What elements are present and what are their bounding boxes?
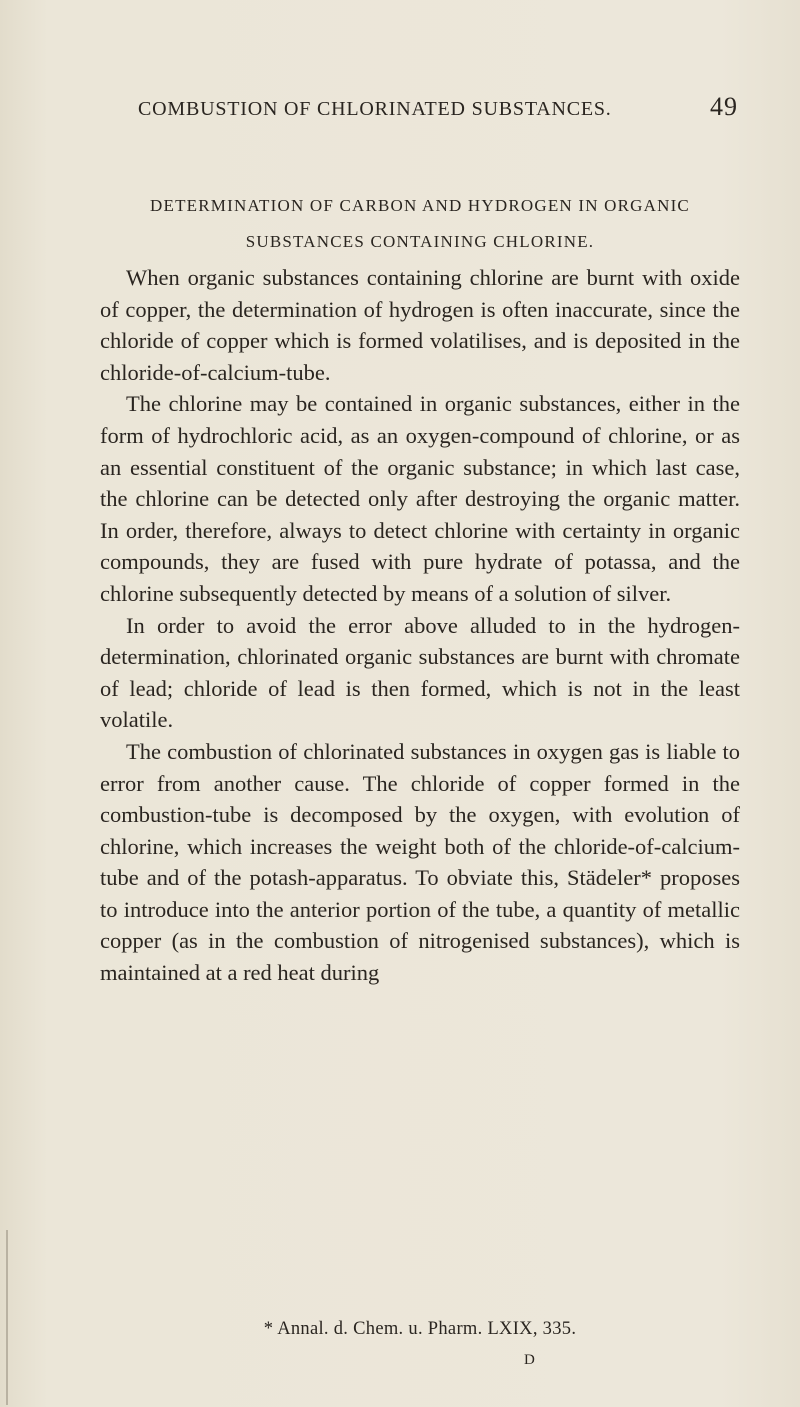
paragraph-1: When organic substances containing chlorine are burnt with oxide of copper, the determination of hydrogen is often inaccurate, since the chloride of copper which is formed volatilises, and is deposited in the chloride-of-calcium-tube.	[100, 265, 740, 385]
page-number: 49	[710, 92, 738, 121]
paragraph-4: The combustion of chlorinated substances in oxygen gas is liable to error from another cause. The chloride of copper formed in the combustion-tube is decomposed by the oxygen, with evolution of chlorine, which increases the weight both of the chloride-of-calcium-tube and of the potash-apparatus. To obviate this, Städeler* proposes to introduce into the anterior portion of the tube, a quantity of metallic copper (as in the combustion of nitrogenised substances), which is maintained at a red heat during	[100, 738, 740, 986]
body-text	[100, 262, 740, 989]
section-heading-line-1: DETERMINATION OF CARBON AND HYDROGEN IN ORGANIC	[150, 196, 690, 215]
footnote: * Annal. d. Chem. u. Pharm. LXIX, 335.	[263, 1319, 577, 1339]
running-header	[138, 92, 738, 122]
section-heading	[100, 188, 740, 260]
paragraph-2: The chlorine may be contained in organic substances, either in the form of hydrochloric acid, as an oxygen-compound of chlorine, or as an essential constituent of the organic substance; in which last case, the chlorine can be detected only after destroying the organic matter. In order, therefore, always to detect chlorine with certainty in organic compounds, they are fused with pure hydrate of potassa, and the chlorine subsequently detected by means of a solution of silver.	[100, 391, 740, 606]
running-title: COMBUSTION OF CHLORINATED SUBSTANCES.	[138, 98, 612, 120]
paragraph-3: In order to avoid the error above alluded to in the hydrogen-determination, chlorinated organic substances are burnt with chromate of lead; chloride of lead is then formed, which is not in the least volatile.	[100, 612, 740, 733]
section-heading-line-2: SUBSTANCES CONTAINING CHLORINE.	[245, 232, 595, 251]
page-edge-line	[6, 1230, 8, 1405]
signature-mark: D	[524, 1352, 536, 1368]
